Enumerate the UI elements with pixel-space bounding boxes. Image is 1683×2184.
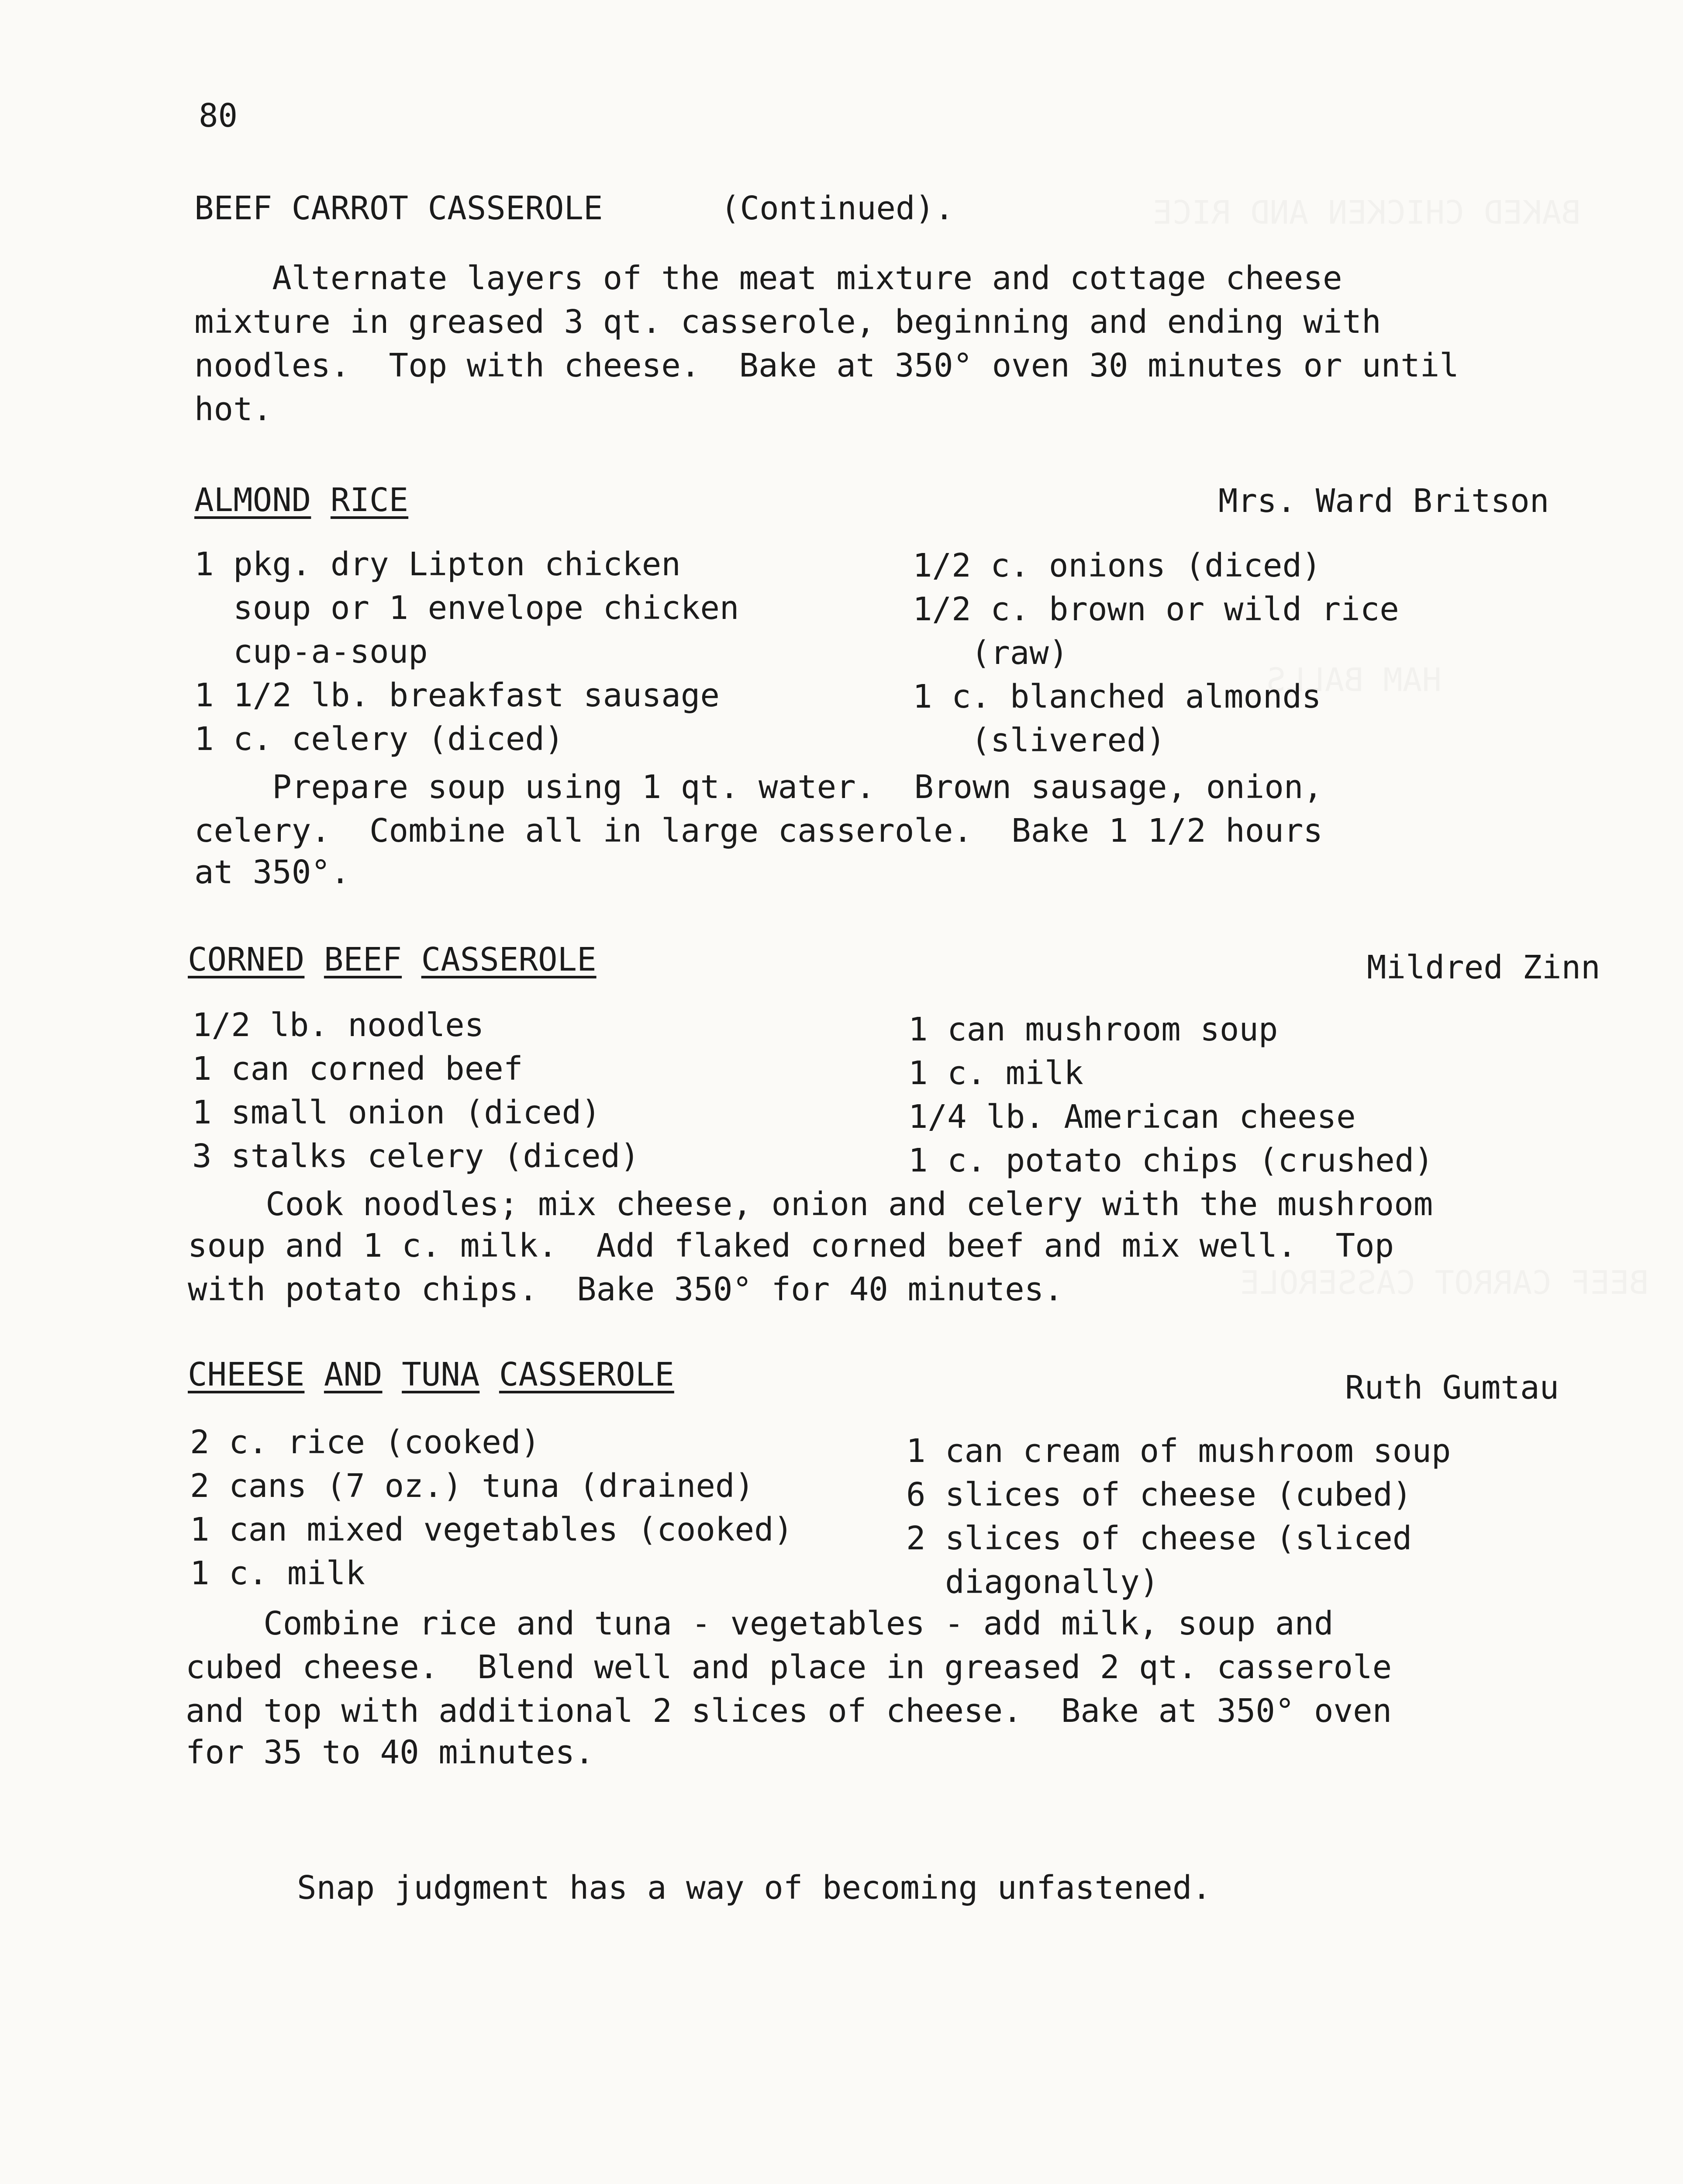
almond-ingredient-right-5: (slivered) [913, 722, 1166, 759]
almond-ingredient-left-4: 1 1/2 lb. breakfast sausage [194, 677, 720, 714]
title-word: AND [324, 1356, 383, 1393]
almond-instruction-1: Prepare soup using 1 qt. water. Brown sausage, onion, [194, 768, 1323, 806]
tuna-ingredient-right-3: 2 slices of cheese (sliced [906, 1520, 1412, 1557]
almond-instruction-3: at 350°. [194, 854, 350, 891]
tuna-ingredient-left-3: 1 can mixed vegetables (cooked) [190, 1511, 793, 1548]
tuna-ingredient-right-2: 6 slices of cheese (cubed) [906, 1476, 1412, 1514]
recipe-title-almond-rice [194, 481, 409, 519]
page-number: 80 [199, 97, 238, 135]
bleed-through-1 [1153, 197, 1581, 229]
almond-ingredient-right-4: 1 c. blanched almonds [913, 678, 1321, 715]
beef-carrot-line-1: Alternate layers of the meat mixture and cottage cheese [194, 259, 1342, 297]
almond-ingredient-right-1: 1/2 c. onions (diced) [913, 547, 1321, 584]
tuna-ingredient-right-1: 1 can cream of mushroom soup [906, 1432, 1451, 1470]
corned-ingredient-right-2: 1 c. milk [908, 1054, 1083, 1092]
recipe-author-almond-rice: Mrs. Ward Britson [1218, 482, 1549, 520]
recipe-title-beef-carrot: BEEF CARROT CASSEROLE [194, 190, 603, 227]
title-word: CASSEROLE [499, 1356, 674, 1393]
almond-ingredient-right-3: (raw) [913, 634, 1069, 672]
title-word: CORNED [188, 941, 305, 978]
corned-ingredient-right-4: 1 c. potato chips (crushed) [908, 1142, 1434, 1179]
continued-label: (Continued). [721, 190, 954, 227]
recipe-author-corned-beef: Mildred Zinn [1367, 949, 1600, 986]
tuna-ingredient-right-4: diagonally) [906, 1563, 1159, 1601]
almond-ingredient-right-2: 1/2 c. brown or wild rice [913, 591, 1399, 628]
recipe-title-corned-beef [188, 943, 597, 976]
title-word: CASSEROLE [421, 941, 597, 978]
title-word: ALMOND [194, 481, 311, 519]
almond-ingredient-left-2: soup or 1 envelope chicken [194, 589, 739, 627]
beef-carrot-line-4: hot. [194, 390, 272, 428]
almond-ingredient-left-1: 1 pkg. dry Lipton chicken [194, 546, 681, 583]
tuna-ingredient-left-2: 2 cans (7 oz.) tuna (drained) [190, 1467, 755, 1505]
corned-instruction-3: with potato chips. Bake 350° for 40 minutes. [188, 1271, 1063, 1308]
title-word: BEEF [324, 941, 402, 978]
tuna-instruction-1: Combine rice and tuna - vegetables - add milk, soup and [186, 1605, 1334, 1642]
tuna-instruction-2: cubed cheese. Blend well and place in greased 2 qt. casserole [186, 1648, 1392, 1686]
almond-ingredient-left-5: 1 c. celery (diced) [194, 720, 564, 758]
title-word: TUNA [402, 1356, 480, 1393]
corned-instruction-1: Cook noodles; mix cheese, onion and celery with the mushroom [188, 1185, 1433, 1223]
almond-instruction-2: celery. Combine all in large casserole. Bake 1 1/2 hours [194, 812, 1323, 850]
title-word: CHEESE [188, 1356, 305, 1393]
recipe-author-cheese-tuna: Ruth Gumtau [1345, 1369, 1559, 1406]
recipe-title-cheese-tuna [188, 1358, 674, 1391]
tuna-instruction-3: and top with additional 2 slices of cheese. Bake at 350° oven [186, 1692, 1392, 1730]
tuna-instruction-4: for 35 to 40 minutes. [186, 1734, 594, 1771]
corned-ingredient-right-1: 1 can mushroom soup [908, 1011, 1278, 1048]
tuna-ingredient-left-1: 2 c. rice (cooked) [190, 1424, 540, 1461]
bleed-through-3 [1240, 1267, 1649, 1299]
beef-carrot-line-2: mixture in greased 3 qt. casserole, beginning and ending with [194, 303, 1381, 341]
beef-carrot-line-3: noodles. Top with cheese. Bake at 350° oven 30 minutes or until [194, 347, 1459, 384]
corned-ingredient-left-1: 1/2 lb. noodles [192, 1006, 484, 1044]
corned-instruction-2: soup and 1 c. milk. Add flaked corned beef and mix well. Top [188, 1227, 1394, 1265]
proverb: Snap judgment has a way of becoming unfastened. [297, 1869, 1211, 1907]
corned-ingredient-right-3: 1/4 lb. American cheese [908, 1098, 1356, 1136]
tuna-ingredient-left-4: 1 c. milk [190, 1555, 365, 1592]
corned-ingredient-left-3: 1 small onion (diced) [192, 1094, 601, 1131]
corned-ingredient-left-2: 1 can corned beef [192, 1050, 523, 1088]
corned-ingredient-left-4: 3 stalks celery (diced) [192, 1137, 640, 1175]
almond-ingredient-left-3: cup-a-soup [194, 633, 428, 670]
title-word: RICE [330, 481, 409, 519]
